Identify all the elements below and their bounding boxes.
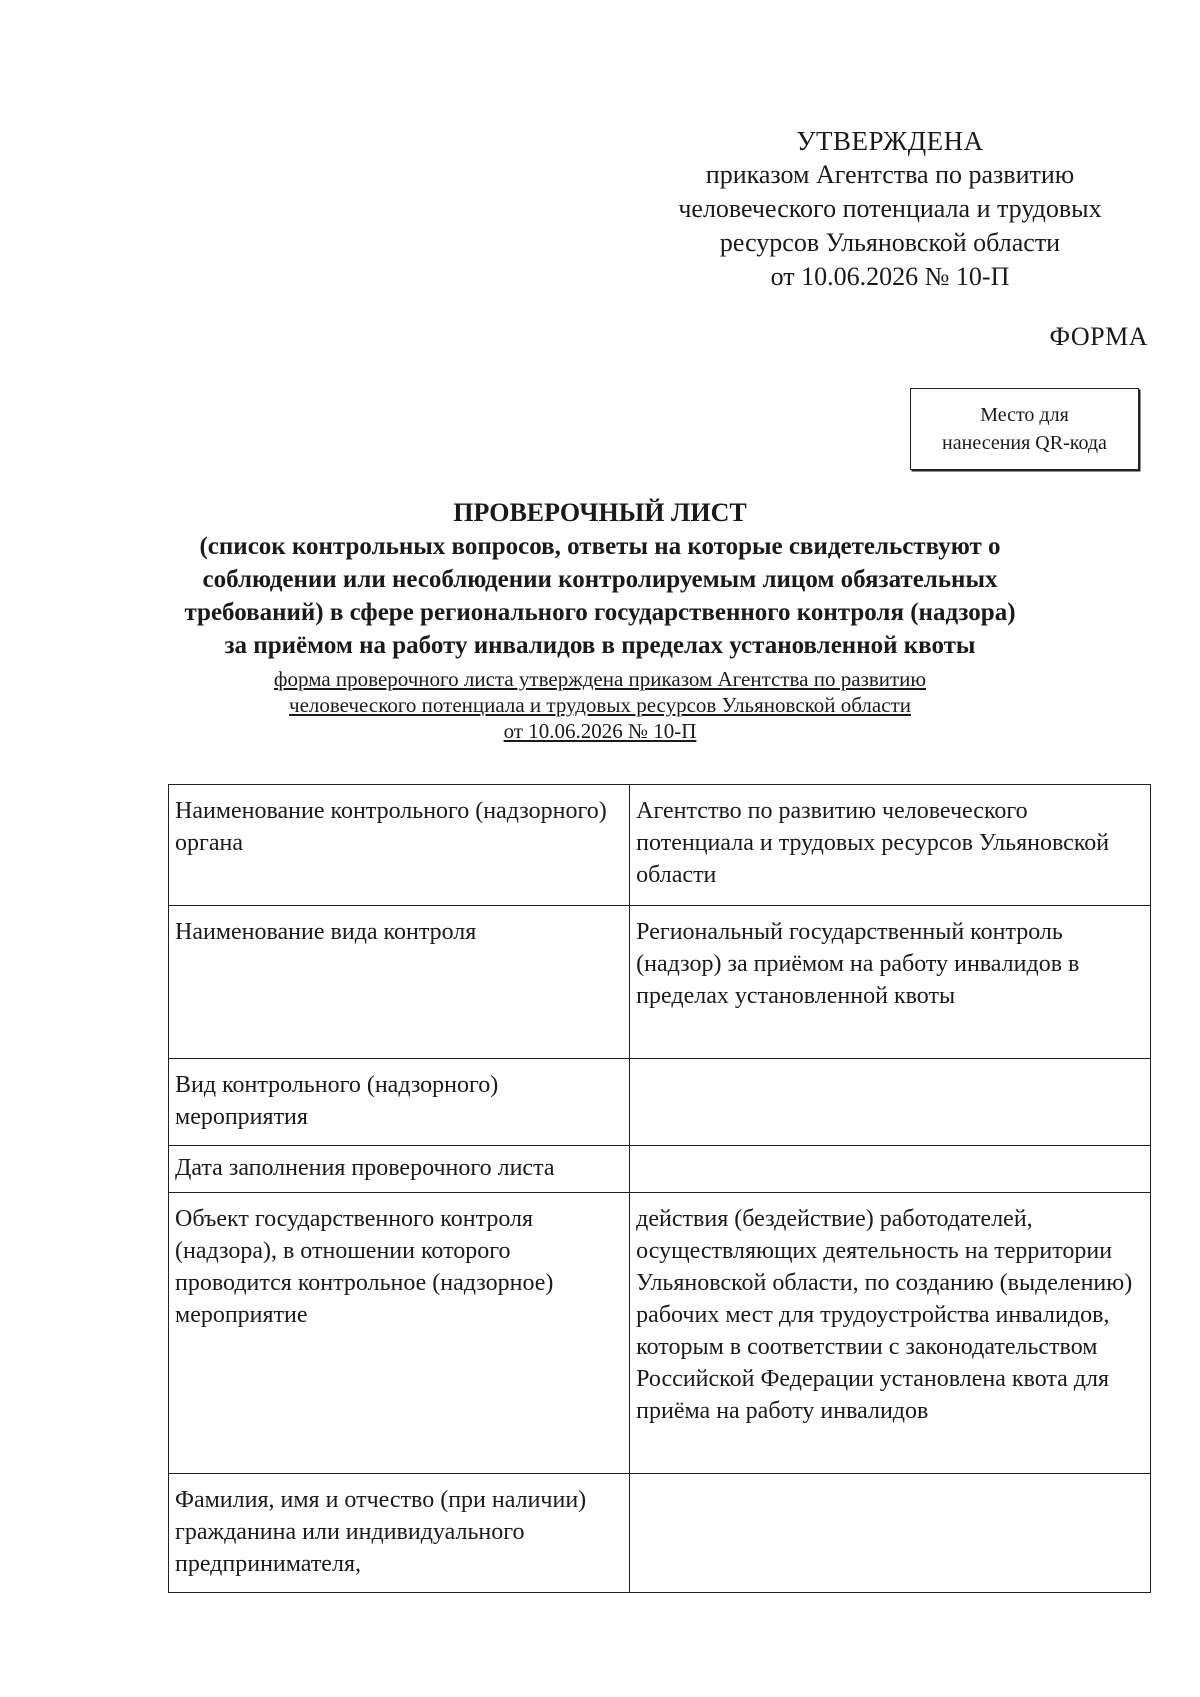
row-value: действия (бездействие) работодателей, осуществляющих деятельность на территории Ульяновской области, по созданию (выделению) рабочих мест для трудоустройства инвалидов, которым в соответствии с законодательством Российской Федерации установлена квота для приёма на работу инвалидов (630, 1193, 1151, 1474)
table-row (169, 785, 1151, 906)
form-note-line: человеческого потенциала и трудовых ресурсов Ульяновской области (289, 693, 911, 717)
document-title: ПРОВЕРОЧНЫЙ ЛИСТ (453, 498, 747, 527)
row-value-empty (630, 1146, 1151, 1193)
approval-stamp (640, 124, 1140, 294)
row-value: Региональный государственный контроль (надзор) за приёмом на работу инвалидов в пределах установленной квоты (630, 906, 1151, 1059)
form-note-line: от 10.06.2026 № 10-П (503, 719, 697, 743)
table-row (169, 1193, 1151, 1474)
approval-line: приказом Агентства по развитию (705, 160, 1075, 189)
info-table (168, 784, 1151, 1593)
approval-date-line: от 10.06.2026 № 10-П (770, 262, 1010, 291)
document-subtitle-line: (список контрольных вопросов, ответы на которые свидетельствуют о (199, 533, 1001, 560)
form-approval-note (130, 666, 1070, 744)
row-value-empty (630, 1474, 1151, 1593)
form-note-line: форма проверочного листа утверждена приказом Агентства по развитию (273, 667, 927, 691)
document-subtitle-line: за приёмом на работу инвалидов в пределах установленной квоты (224, 632, 976, 659)
row-label: Фамилия, имя и отчество (при наличии) гражданина или индивидуального предпринимателя, (169, 1474, 630, 1593)
document-subtitle-line: требований) в сфере регионального государственного контроля (надзора) (184, 599, 1016, 626)
approval-line: ресурсов Ульяновской области (719, 228, 1061, 257)
table-row (169, 1059, 1151, 1146)
approval-line: человеческого потенциала и трудовых (678, 194, 1102, 223)
table-row (169, 1146, 1151, 1193)
qr-placeholder-line: нанесения QR-кода (942, 432, 1107, 454)
table-row (169, 906, 1151, 1059)
row-label: Наименование вида контроля (169, 906, 630, 1059)
approval-heading: УТВЕРЖДЕНА (796, 126, 984, 156)
row-label: Вид контрольного (надзорного) мероприятия (169, 1059, 630, 1146)
row-value-empty (630, 1059, 1151, 1146)
row-value: Агентство по развитию человеческого потенциала и трудовых ресурсов Ульяновской области (630, 785, 1151, 906)
qr-code-placeholder (910, 388, 1139, 470)
form-label: ФОРМА (1049, 322, 1148, 351)
table-row (169, 1474, 1151, 1593)
qr-placeholder-line: Место для (980, 404, 1069, 426)
row-label: Наименование контрольного (надзорного) органа (169, 785, 630, 906)
document-header (130, 496, 1070, 744)
row-label: Дата заполнения проверочного листа (169, 1146, 630, 1193)
document-subtitle-line: соблюдении или несоблюдении контролируемым лицом обязательных (202, 566, 998, 593)
row-label: Объект государственного контроля (надзора), в отношении которого проводится контрольное (надзорное) мероприятие (169, 1193, 630, 1474)
